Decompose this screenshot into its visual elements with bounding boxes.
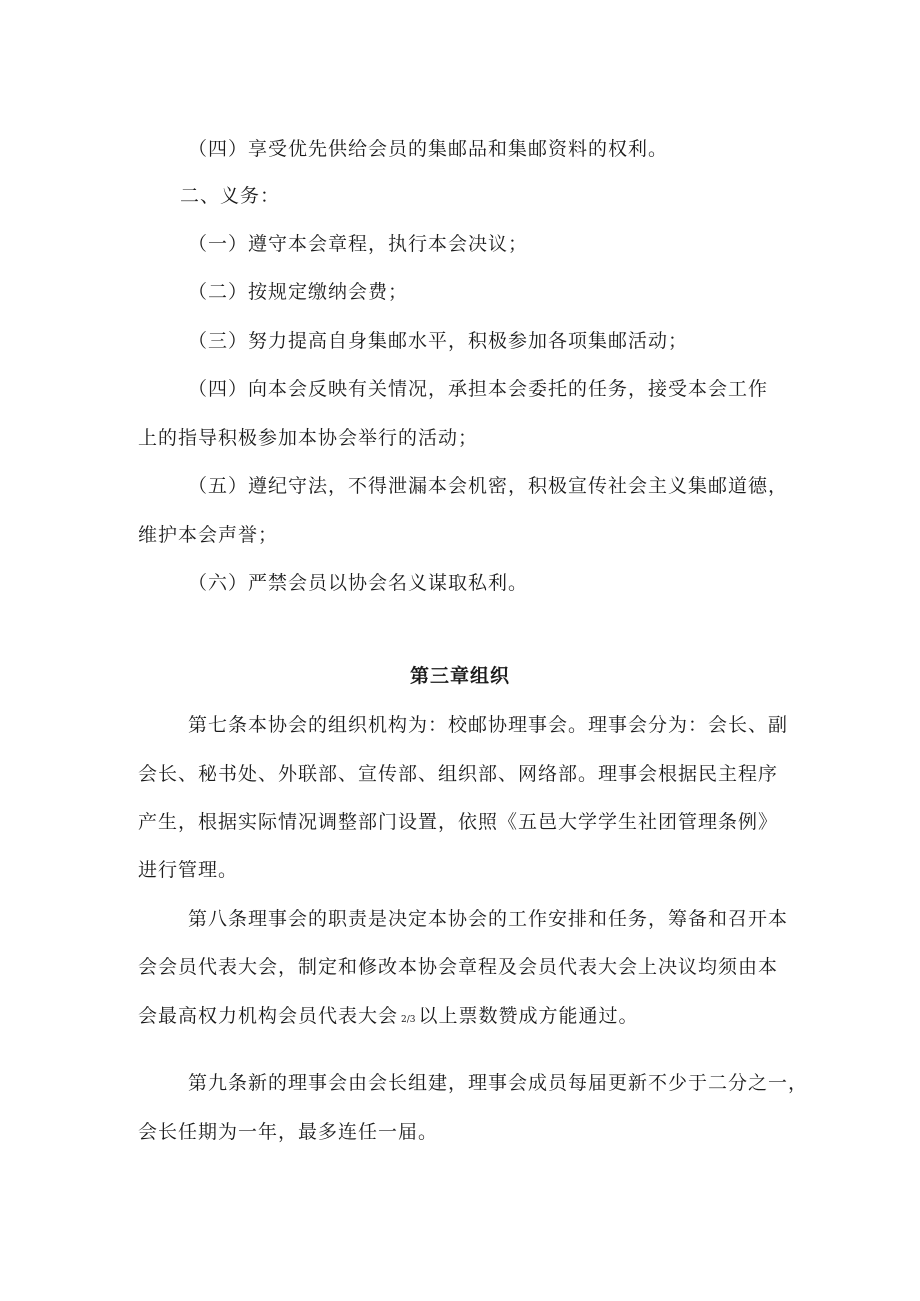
article-8-line-3-before: 会最高权力机构会员代表大会 — [138, 1005, 399, 1027]
rights-item-4: （四）享受优先供给会员的集邮品和集邮资料的权利。 — [188, 138, 669, 160]
duties-item-2: （二）按规定缴纳会费； — [188, 281, 409, 303]
duties-item-6: （六）严禁会员以协会名义谋取私利。 — [188, 572, 529, 594]
duties-item-4-line-1: （四）向本会反映有关情况，承担本会委托的任务，接受本会工作 — [188, 378, 769, 400]
duties-item-3: （三）努力提高自身集邮水平，积极参加各项集邮活动； — [188, 330, 689, 352]
article-8-line-3 — [138, 1004, 639, 1032]
article-9-line-1: 第九条新的理事会由会长组建，理事会成员每届更新不少于二分之一， — [188, 1072, 809, 1094]
chapter-title: 第三章组织 — [409, 665, 510, 687]
duties-heading: 二、义务： — [180, 185, 281, 207]
fraction-two-thirds: 2/3 — [401, 1015, 416, 1025]
article-7-line-4: 进行管理。 — [138, 859, 239, 881]
article-7-line-2: 会长、秘书处、外联部、宣传部、组织部、网络部。理事会根据民主程序 — [138, 763, 779, 785]
article-7-line-1: 第七条本协会的组织机构为：校邮协理事会。理事会分为：会长、副 — [188, 714, 789, 736]
article-7-line-3: 产生，根据实际情况调整部门设置，依照《五邑大学学生社团管理条例》 — [138, 811, 779, 833]
duties-item-4-line-2: 上的指导积极参加本协会举行的活动； — [138, 427, 479, 449]
article-8-line-1: 第八条理事会的职责是决定本协会的工作安排和任务，筹备和召开本 — [188, 908, 789, 930]
duties-item-5-line-2: 维护本会声誉； — [138, 524, 279, 546]
article-9-line-2: 会长任期为一年，最多连任一届。 — [138, 1121, 439, 1143]
duties-item-1: （一）遵守本会章程，执行本会决议； — [188, 233, 529, 255]
duties-item-5-line-1: （五）遵纪守法，不得泄漏本会机密，积极宣传社会主义集邮道德， — [188, 475, 789, 497]
article-8-line-2: 会会员代表大会，制定和修改本协会章程及会员代表大会上决议均须由本 — [138, 956, 779, 978]
article-8-line-3-after: 以上票数赞成方能通过。 — [418, 1005, 639, 1027]
